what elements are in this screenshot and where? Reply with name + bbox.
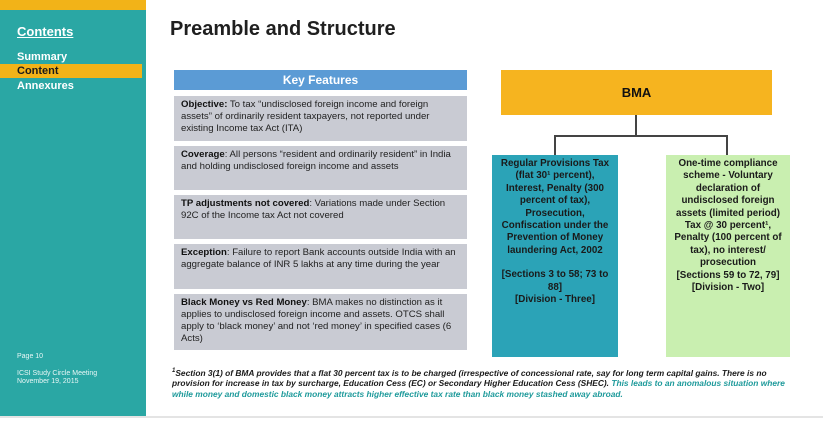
feature-text: To tax “undisclosed foreign income and foreign assets” of ordinarily resident taxpayers, not reported under existing Income tax Act (ITA) <box>181 99 430 134</box>
feature-text: : All persons “resident and ordinarily resident” in India and holding undisclosed foreign income and assets <box>181 149 451 172</box>
feature-black-vs-red-money <box>174 294 467 350</box>
feature-text: : BMA makes no distinction as it applies to undisclosed foreign income and assets. OTCS shall apply to ‘black money’ and not ‘red money’ in specified cases (6 Acts) <box>181 297 452 344</box>
regular-provisions-division: [Division - Three] <box>514 294 596 306</box>
connector-left <box>554 135 556 155</box>
bottom-divider <box>0 416 823 418</box>
bma-node: BMA <box>501 70 772 115</box>
feature-text: : Failure to report Bank accounts outside India with an aggregate balance of INR 5 lakhs at any time during the year <box>181 247 456 270</box>
feature-term: Coverage <box>181 149 225 160</box>
footnote-text: Section 3(1) of BMA provides that a flat 30 percent tax is to be charged (irrespective of concessional rate, say for long term capital gains. There is no provision for increase in tax by surcharge, Education Cess (EC) or Secondary Higher Education Cess (SHEC). <box>172 367 767 389</box>
footnote <box>172 366 792 400</box>
feature-exception <box>174 244 467 289</box>
connector-vertical <box>635 115 637 136</box>
connector-right <box>726 135 728 155</box>
page-number: Page 10 <box>17 353 44 360</box>
contents-link[interactable]: Contents <box>17 24 74 39</box>
one-time-compliance-sections: [Sections 59 to 72, 79] <box>676 269 780 281</box>
feature-term: Black Money vs Red Money <box>181 297 307 308</box>
feature-tp-adjustments <box>174 195 467 239</box>
key-features-header: Key Features <box>174 70 467 90</box>
meeting-date: November 19, 2015 <box>17 378 79 385</box>
sidebar-item-content[interactable]: Content <box>0 64 142 78</box>
footnote-highlight: This leads to an anomalous situation where while money and domestic black money attracts higher effective tax rate than black money stashed away abroad. <box>172 378 785 399</box>
feature-text: : Variations made under Section 92C of the Income tax Act not covered <box>181 198 446 221</box>
sidebar <box>0 0 146 416</box>
sidebar-item-summary[interactable]: Summary <box>17 51 68 63</box>
one-time-compliance-node <box>666 155 790 357</box>
sidebar-accent-bar <box>0 0 146 10</box>
one-time-compliance-text: One-time compliance scheme - Voluntary declaration of undisclosed foreign assets (limited period) Tax @ 30 percent¹, Penalty (100 percent of tax), no interest/ prosecution <box>674 158 782 269</box>
regular-provisions-node <box>492 155 618 357</box>
sidebar-item-annexures[interactable]: Annexures <box>17 80 74 92</box>
regular-provisions-sections: [Sections 3 to 58; 73 to 88] <box>501 269 609 293</box>
feature-term: Exception <box>181 247 227 258</box>
one-time-compliance-division: [Division - Two] <box>691 282 765 294</box>
footnote-marker: 1 <box>172 368 176 374</box>
feature-term: TP adjustments not covered <box>181 198 310 209</box>
regular-provisions-text: Regular Provisions Tax (flat 30¹ percent), Interest, Penalty (300 percent of tax), Prosecution, Confiscation under the Prevention of Money laundering Act, 2002 <box>500 158 610 256</box>
connector-horizontal <box>554 135 727 137</box>
feature-coverage <box>174 146 467 190</box>
feature-objective <box>174 96 467 141</box>
feature-term: Objective: <box>181 99 228 110</box>
meeting-title: ICSI Study Circle Meeting <box>17 370 98 377</box>
page-title: Preamble and Structure <box>170 18 396 40</box>
